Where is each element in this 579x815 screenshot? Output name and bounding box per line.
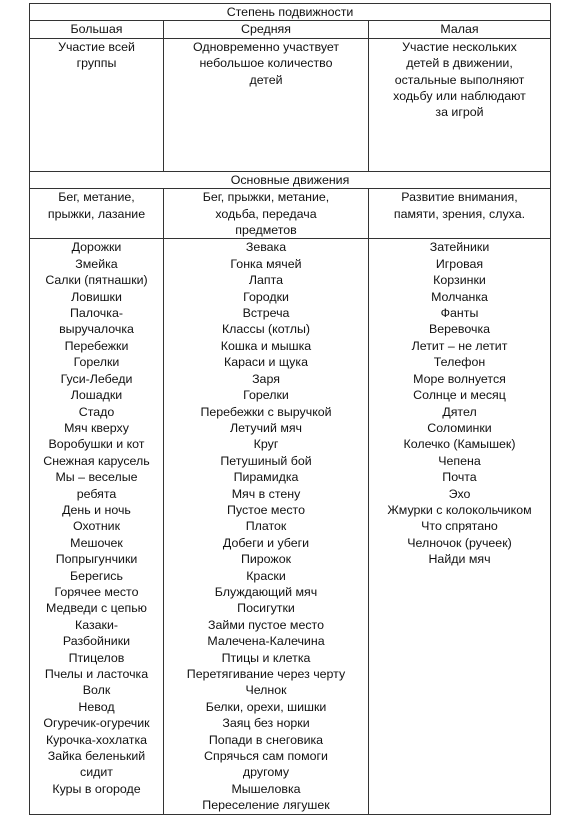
header-large: Большая	[30, 21, 164, 38]
game-item: Переселение лягушек	[202, 798, 330, 813]
game-item: Найди мяч	[428, 552, 491, 567]
game-item: Птицы и клетка	[221, 650, 311, 665]
game-item: Что спрятано	[421, 519, 498, 534]
game-item: Колечко (Камышек)	[403, 437, 516, 452]
game-item: Встреча	[242, 306, 290, 321]
game-item: Гонка мячей	[230, 256, 302, 271]
game-item: Эхо	[448, 486, 471, 501]
game-item: Казаки-	[74, 617, 118, 632]
game-item: Попади в снеговика	[208, 732, 324, 747]
games-small	[369, 239, 551, 814]
game-item: Птицелов	[68, 650, 125, 665]
game-item: Зевака	[245, 240, 287, 255]
cell-line: Участие нескольких	[402, 39, 517, 54]
game-item: Дятел	[442, 404, 477, 419]
cell-line: Бег, прыжки, метание,	[202, 190, 330, 205]
movements-medium	[164, 189, 369, 239]
game-item: Летит – не летит	[411, 338, 508, 353]
game-item: Блуждающий мяч	[214, 584, 318, 599]
game-item: Попрыгунчики	[55, 552, 138, 567]
cell-line: Бег, метание,	[58, 190, 135, 205]
game-item: Салки (пятнашки)	[45, 273, 148, 288]
game-item: Фанты	[440, 306, 479, 321]
game-item: Курочка-хохлатка	[45, 732, 148, 747]
game-item: Посигутки	[237, 601, 295, 616]
game-item: Караси и щука	[224, 355, 308, 370]
game-item: Палочка-	[70, 306, 123, 321]
game-item: Краски	[246, 568, 286, 583]
game-item: Лошадки	[70, 388, 123, 403]
game-item: Займи пустое место	[208, 617, 324, 632]
cell-line: небольшое количество	[199, 56, 333, 71]
game-item: Воробушки и кот	[48, 437, 145, 452]
game-item: ребята	[76, 486, 117, 501]
game-item: Огуречик-огуречик	[43, 716, 150, 731]
cell-line: остальные выполняют	[394, 72, 525, 87]
game-item: Кошка и мышка	[220, 338, 312, 353]
game-item: Лапта	[248, 273, 284, 288]
game-item: Белки, орехи, шишки	[205, 699, 327, 714]
game-item: Молчанка	[431, 289, 488, 304]
game-item: Жмурки с колокольчиком	[387, 502, 532, 517]
game-item: Заря	[252, 371, 280, 386]
game-item: Мяч в стену	[231, 486, 301, 501]
cell-line: детей	[249, 72, 283, 87]
table-title: Степень подвижности	[30, 4, 551, 21]
game-item: День и ночь	[62, 502, 131, 517]
game-item: Корзинки	[433, 273, 486, 288]
game-item: Мы – веселые	[55, 470, 138, 485]
game-item: выручалочка	[59, 322, 134, 337]
game-item: Пирожок	[240, 552, 292, 567]
cell-line: ходьбу или наблюдают	[393, 89, 526, 104]
games-large	[30, 239, 164, 814]
game-item: Спрячься сам помоги	[204, 749, 328, 764]
description-medium	[164, 38, 369, 171]
game-item: Соломинки	[427, 420, 492, 435]
game-item: Горелки	[73, 355, 120, 370]
game-item: Почта	[442, 470, 477, 485]
description-large	[30, 38, 164, 171]
game-item: Берегись	[70, 568, 123, 583]
game-item: Солнце и месяц	[413, 388, 506, 403]
cell-line: Развитие внимания,	[401, 190, 518, 205]
game-item: Челнок	[245, 683, 287, 698]
header-small: Малая	[369, 21, 551, 38]
game-item: Игровая	[435, 256, 484, 271]
games-medium	[164, 239, 369, 814]
game-item: Змейка	[75, 256, 118, 271]
game-item: Охотник	[72, 519, 121, 534]
game-item: Невод	[78, 699, 115, 714]
game-item: Мышеловка	[231, 781, 301, 796]
cell-line: памяти, зрения, слуха.	[393, 206, 526, 221]
game-item: Веревочка	[428, 322, 491, 337]
game-item: Городки	[243, 289, 289, 304]
game-item: Пчелы и ласточка	[44, 667, 149, 681]
game-item: Классы (котлы)	[221, 322, 311, 337]
game-item: Петушиный бой	[220, 453, 312, 468]
game-item: другому	[242, 765, 290, 780]
game-item: Волк	[82, 683, 111, 698]
game-item: Пустое место	[227, 502, 305, 517]
game-item: Гуси-Лебеди	[60, 371, 133, 386]
game-item: Летучий мяч	[229, 420, 303, 435]
description-small	[369, 38, 551, 171]
game-item: Зайка беленький	[47, 749, 146, 764]
game-item: Телефон	[433, 355, 486, 370]
game-item: Море волнуется	[413, 371, 506, 386]
game-item: Медведи с цепью	[46, 601, 147, 616]
game-item: Снежная карусель	[43, 453, 150, 468]
cell-line: детей в движении,	[406, 56, 513, 71]
game-item: Стадо	[78, 404, 115, 419]
game-item: Мешочек	[70, 535, 123, 550]
game-item: Челночок (ручеек)	[407, 535, 512, 550]
game-item: Платок	[245, 519, 287, 534]
game-item: Заяц без норки	[222, 716, 310, 731]
cell-line: группы	[76, 56, 117, 71]
header-medium: Средняя	[164, 21, 369, 38]
game-item: Горелки	[243, 388, 289, 403]
cell-line: Участие всей	[58, 39, 135, 54]
cell-line: ходьба, передача	[215, 206, 317, 221]
mobility-table	[29, 3, 551, 815]
game-item: Разбойники	[62, 634, 131, 649]
game-item: сидит	[80, 765, 113, 780]
game-item: Перебежки	[64, 338, 129, 353]
game-item: Дорожки	[71, 240, 122, 255]
movements-title: Основные движения	[30, 171, 551, 188]
game-item: Ловишки	[71, 289, 122, 304]
game-item: Затейники	[429, 240, 490, 255]
game-item: Мяч кверху	[64, 420, 129, 435]
cell-line: предметов	[235, 223, 297, 238]
cell-line: Одновременно участвует	[192, 39, 340, 54]
game-item: Круг	[253, 437, 279, 452]
cell-line: прыжки, лазание	[47, 206, 146, 221]
game-item: Перетягивание через черту	[186, 667, 346, 681]
game-item: Чепена	[438, 453, 481, 468]
game-item: Куры в огороде	[52, 781, 141, 796]
game-item: Малечена-Калечина	[207, 634, 325, 649]
cell-line: за игрой	[435, 105, 484, 120]
game-item: Горячее место	[54, 584, 139, 599]
movements-small	[369, 189, 551, 239]
game-item: Добеги и убеги	[222, 535, 310, 550]
movements-large	[30, 189, 164, 239]
game-item: Пирамидка	[233, 470, 299, 485]
game-item: Перебежки с выручкой	[200, 404, 332, 419]
